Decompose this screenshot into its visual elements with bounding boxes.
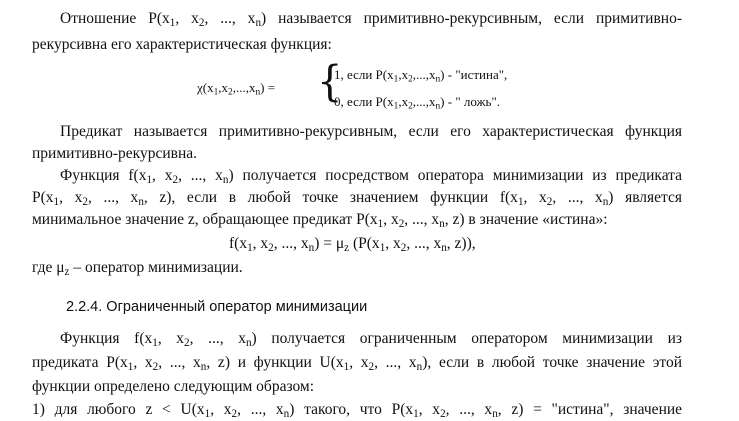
para3-line3: минимальное значение z, обращающее предикат $P(x_1$, $x_2$, ..., $x_n$, z) в значение «истина»: — [32, 211, 608, 230]
para4-line2: предиката $P(x_1$, $x_2$, ..., $x_n$, z) и функции $U(x_1$, $x_2$, ..., $x_n$), если в любой точке значение этой — [32, 354, 683, 373]
para4-line3: функции определено следующим образом: — [32, 378, 315, 395]
chi-case-false: 0, если $P(x_1,x_2,...,x_n)$ - " ложь". — [334, 94, 501, 112]
section-heading: 2.2.4. Ограниченный оператор минимизации — [66, 299, 368, 315]
chi-formula-lhs: $\chi(x_1,x_2,...,x_n)$ = — [197, 80, 276, 98]
list-item-1: 1) для любого $z < U(x_1$, $x_2$, ..., $x_n$) такого, что $P(x_1$, $x_2$, ..., $x_n$, z) = "истина", значение — [32, 401, 683, 420]
chi-case-true: 1, если $P(x_1,x_2,...,x_n)$ - "истина", — [334, 67, 508, 85]
para4-line1: Функция $f(x_1$, $x_2$, ..., $x_n$) получается ограниченным оператором минимизации из — [60, 330, 683, 349]
para1-line2: рекурсивна его характеристическая функция: — [32, 36, 332, 53]
para2-line1: Предикат называется примитивно-рекурсивным, если его характеристическая функция — [60, 123, 682, 140]
para3-line2: $P(x_1$, $x_2$, ..., $x_n$, z), если в любой точке значением функции $f(x_1$, $x_2$, ..., $x_n$) является — [32, 189, 683, 208]
para1-line1: Отношение $P(x_1$, $x_2$, ..., $x_n$) называется примитивно-рекурсивным, если примитивно- — [60, 10, 683, 29]
minimization-formula: $f(x_1$, $x_2$, ..., $x_n) = \mu_z$ ($P(x_1$, $x_2$, ..., $x_n$, z)), — [229, 235, 476, 254]
curly-brace: { — [317, 57, 343, 107]
para2-line2: примитивно-рекурсивна. — [32, 145, 198, 162]
mu-definition: где $\mu_z$ – оператор минимизации. — [32, 259, 243, 278]
para3-line1: Функция $f(x_1$, $x_2$, ..., $x_n$) получается посредством оператора минимизации из предиката — [60, 167, 683, 186]
